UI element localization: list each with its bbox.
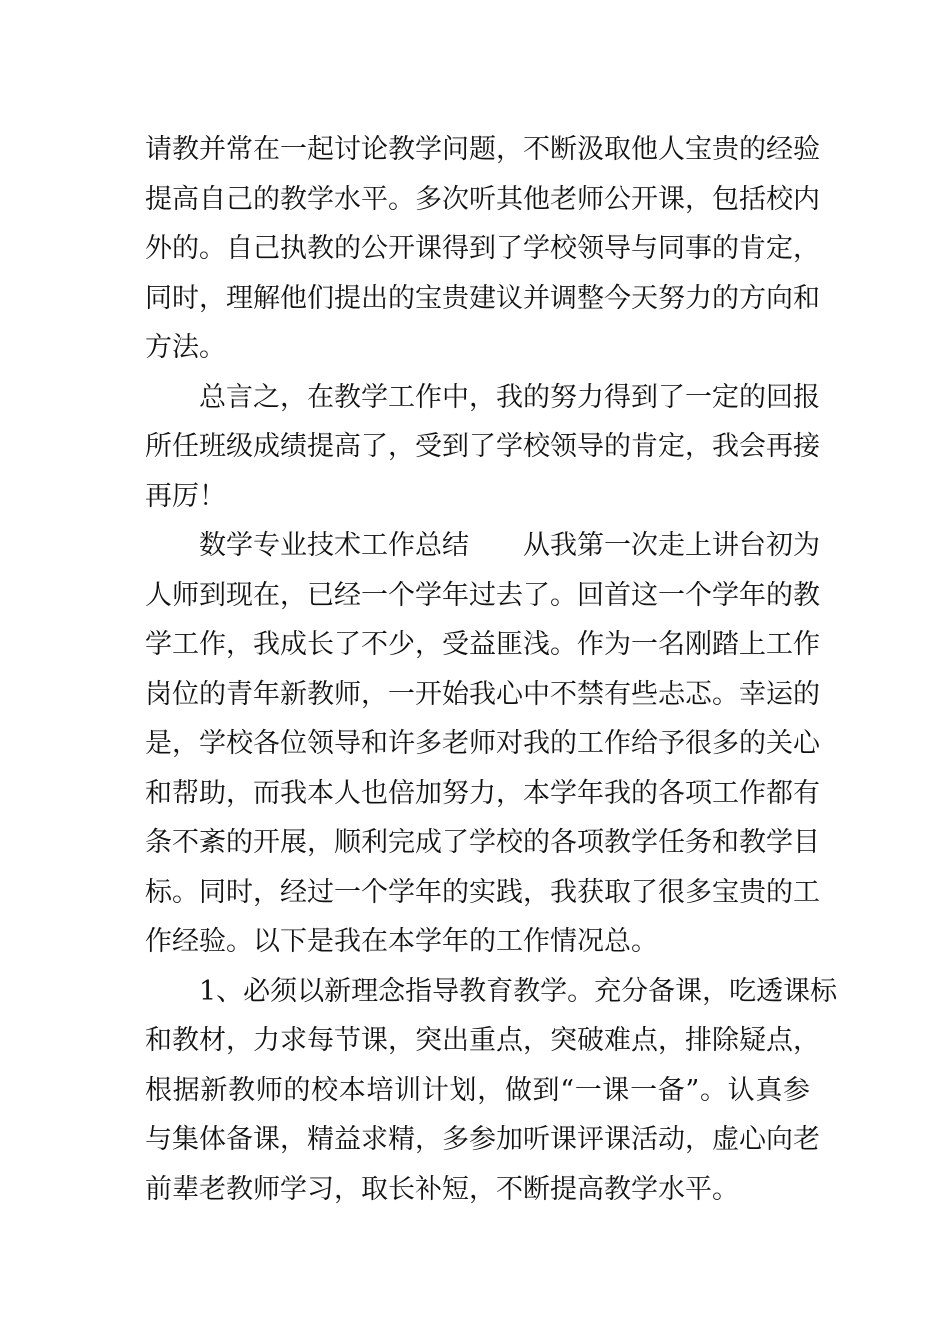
text-line: 根据新教师的校本培训计划，做到“一课一备”。认真参 (145, 1074, 810, 1106)
text-line: 作经验。以下是我在本学年的工作情况总。 (145, 926, 658, 957)
paragraph (145, 373, 820, 522)
text-line: 前辈老教师学习，取长补短，不断提高教学水平。 (145, 1173, 739, 1205)
text-line: 所任班级成绩提高了，受到了学校领导的肯定，我会再接 (145, 431, 820, 462)
paragraph (145, 125, 820, 373)
text-line: 标。同时，经过一个学年的实践，我获取了很多宝贵的工 (145, 876, 820, 908)
text-line: 提高自己的教学水平。多次听其他老师公开课，包括校内 (145, 183, 820, 215)
text-line: 与集体备课，精益求精，多参加听课评课活动，虚心向老 (145, 1124, 820, 1155)
text-line: 人师到现在，已经一个学年过去了。回首这一个学年的教 (145, 579, 820, 611)
document-body (145, 125, 838, 1214)
paragraph (145, 967, 838, 1215)
paragraph (145, 521, 820, 967)
text-line: 请教并常在一起讨论教学问题，不断汲取他人宝贵的经验 (145, 134, 820, 165)
text-line: 岗位的青年新教师，一开始我心中不禁有些忐忑。幸运的 (145, 678, 820, 710)
text-line: 和帮助，而我本人也倍加努力，本学年我的各项工作都有 (145, 777, 820, 809)
text-line: 学工作，我成长了不少，受益匪浅。作为一名刚踏上工作 (145, 629, 820, 660)
text-line: 条不紊的开展，顺利完成了学校的各项教学任务和教学目 (145, 827, 820, 858)
text-line: 是，学校各位领导和许多老师对我的工作给予很多的关心 (145, 728, 820, 759)
text-line: 外的。自己执教的公开课得到了学校领导与同事的肯定， (145, 233, 820, 264)
text-line: 数学专业技术工作总结 从我第一次走上讲台初为 (199, 530, 820, 561)
text-line: 方法。 (145, 332, 226, 363)
text-line: 1、必须以新理念指导教育教学。充分备课，吃透课标 (199, 975, 838, 1007)
text-line: 总言之，在教学工作中，我的努力得到了一定的回报 (199, 381, 820, 413)
text-line: 同时，理解他们提出的宝贵建议并调整今天努力的方向和 (145, 282, 820, 314)
text-line: 和教材，力求每节课，突出重点，突破难点，排除疑点， (145, 1025, 820, 1056)
text-line: 再厉！ (145, 480, 226, 512)
